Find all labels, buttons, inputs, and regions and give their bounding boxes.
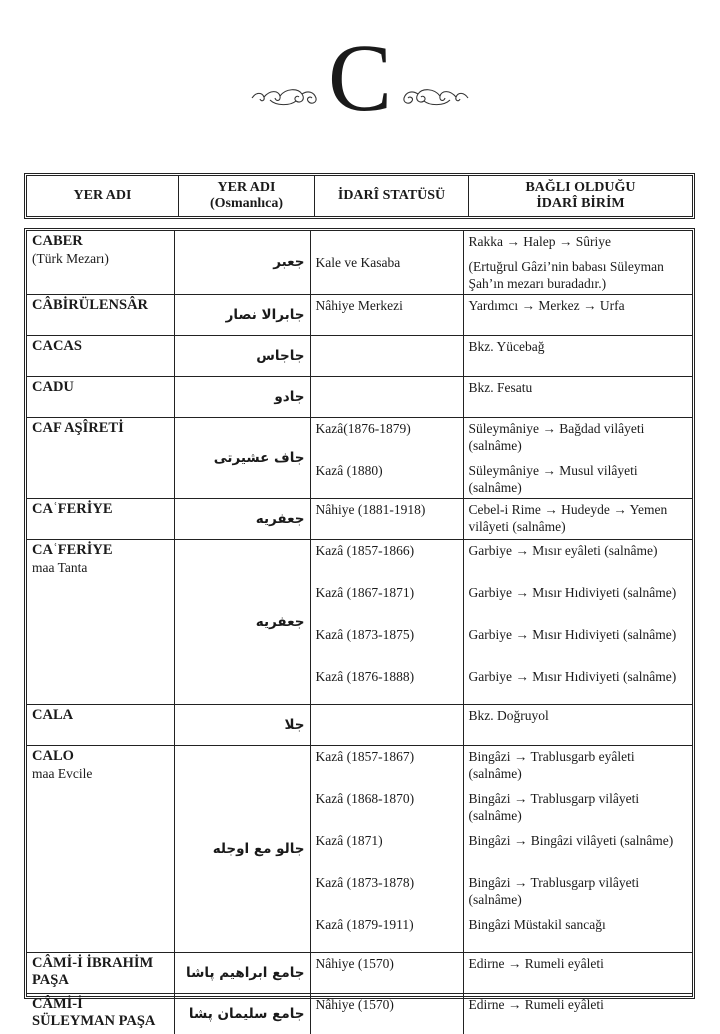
place-name-cell <box>27 540 174 705</box>
admin-unit: Bkz. Fesatu <box>469 379 688 396</box>
admin-unit: Edirne → Rumeli eyâleti <box>469 996 688 1013</box>
ottoman-name: جعبر <box>174 231 310 295</box>
place-name: CAʿFERİYE <box>32 542 169 559</box>
flourish-left-icon <box>250 86 318 108</box>
place-name-cell <box>27 336 174 377</box>
place-name: CABER <box>32 233 169 250</box>
admin-unit-cell <box>463 336 692 377</box>
admin-unit: Rakka → Halep → Sûriye <box>469 233 688 250</box>
admin-status: Kazâ(1876-1879) <box>316 420 458 454</box>
admin-status-cell <box>310 953 463 994</box>
table-row <box>27 994 692 1034</box>
place-name: CÂBİRÜLENSÂR <box>32 297 169 314</box>
place-name-cell <box>27 746 174 953</box>
flourish-right-icon <box>402 86 470 108</box>
ottoman-name: جامع سليمان پشا <box>174 994 310 1034</box>
ottoman-name: جعفريه <box>174 499 310 540</box>
place-name: CAʿFERİYE <box>32 501 169 518</box>
admin-unit: Yardımcı → Merkez → Urfa <box>469 297 688 314</box>
admin-unit-cell <box>463 746 692 953</box>
header-admin-unit: BAĞLI OLDUĞU İDARÎ BİRİM <box>469 176 693 216</box>
admin-unit-cell <box>463 953 692 994</box>
place-name-cell <box>27 705 174 746</box>
section-letter: C <box>0 28 720 128</box>
admin-unit: Edirne → Rumeli eyâleti <box>469 955 688 972</box>
admin-unit: Bingâzi → Trablusgarp vilâyeti (salnâme) <box>469 790 688 824</box>
admin-status-cell <box>310 295 463 336</box>
place-name: CADU <box>32 379 169 396</box>
admin-status: Nâhiye (1570) <box>316 955 458 972</box>
admin-status-cell <box>310 705 463 746</box>
admin-unit: Bingâzi → Bingâzi vilâyeti (salnâme) <box>469 832 688 866</box>
place-name-cell <box>27 499 174 540</box>
admin-status-cell <box>310 994 463 1034</box>
place-subtitle: (Türk Mezarı) <box>32 250 169 267</box>
table-row <box>27 231 692 295</box>
admin-status-cell <box>310 746 463 953</box>
place-name-cell <box>27 295 174 336</box>
place-name-cell <box>27 418 174 499</box>
admin-status: Kazâ (1879-1911) <box>316 916 458 950</box>
header-ottoman-name: YER ADI (Osmanlıca) <box>179 176 315 216</box>
ottoman-name: جلا <box>174 705 310 746</box>
admin-unit: Bingâzi → Trablusgarp vilâyeti (salnâme) <box>469 874 688 908</box>
admin-status: Kazâ (1876-1888) <box>316 668 458 702</box>
place-name: CALO <box>32 748 169 765</box>
admin-unit: Bkz. Doğruyol <box>469 707 688 724</box>
admin-unit: Cebel-i Rime → Hudeyde → Yemen vilâyeti (salnâme) <box>469 501 688 535</box>
admin-status-cell <box>310 540 463 705</box>
admin-status: Nâhiye Merkezi <box>316 297 458 314</box>
admin-status-cell <box>310 377 463 418</box>
ottoman-name: جادو <box>174 377 310 418</box>
ottoman-name: جعفريه <box>174 540 310 705</box>
ottoman-name: جالو مع اوجله <box>174 746 310 953</box>
admin-unit: Bkz. Yücebağ <box>469 338 688 355</box>
admin-unit: Bingâzi → Trablusgarb eyâleti (salnâme) <box>469 748 688 782</box>
admin-unit: Garbiye → Mısır Hıdiviyeti (salnâme) <box>469 626 688 660</box>
table-row <box>27 746 692 953</box>
header-place-name: YER ADI <box>27 176 179 216</box>
admin-unit-cell <box>463 295 692 336</box>
place-name: CÂMİ-İ SÜLEYMAN PAŞA <box>32 996 169 1030</box>
admin-status <box>316 338 458 355</box>
place-subtitle: maa Evcile <box>32 765 169 782</box>
place-name-cell <box>27 994 174 1034</box>
table-row <box>27 418 692 499</box>
table-row <box>27 377 692 418</box>
admin-unit-cell <box>463 231 692 295</box>
place-name-cell <box>27 231 174 295</box>
admin-unit-cell <box>463 994 692 1034</box>
admin-status-cell <box>310 418 463 499</box>
ottoman-name: جاجاس <box>174 336 310 377</box>
admin-unit: Garbiye → Mısır eyâleti (salnâme) <box>469 542 688 576</box>
ottoman-name: جابرالا نصار <box>174 295 310 336</box>
admin-status-cell <box>310 499 463 540</box>
admin-status: Kazâ (1873-1878) <box>316 874 458 908</box>
admin-status: Kazâ (1871) <box>316 832 458 866</box>
admin-status <box>316 379 458 396</box>
admin-unit: Bingâzi Müstakil sancağı <box>469 916 688 950</box>
admin-status: Nâhiye (1881-1918) <box>316 501 458 518</box>
place-name: CAF AŞÎRETİ <box>32 420 169 437</box>
place-name: CACAS <box>32 338 169 355</box>
admin-unit-cell <box>463 377 692 418</box>
header-admin-status: İDARÎ STATÜSÜ <box>315 176 469 216</box>
table-row <box>27 953 692 994</box>
place-name-cell <box>27 377 174 418</box>
admin-status: Kazâ (1873-1875) <box>316 626 458 660</box>
admin-status: Kazâ (1867-1871) <box>316 584 458 618</box>
section-header <box>0 28 720 128</box>
admin-status: Kazâ (1868-1870) <box>316 790 458 824</box>
admin-unit: Garbiye → Mısır Hıdiviyeti (salnâme) <box>469 668 688 702</box>
table-row <box>27 295 692 336</box>
admin-status: Nâhiye (1570) <box>316 996 458 1013</box>
admin-unit-cell <box>463 705 692 746</box>
place-name: CÂMİ-İ İBRAHİM PAŞA <box>32 955 169 989</box>
table-header <box>24 173 695 219</box>
admin-status-cell <box>310 336 463 377</box>
admin-unit: (Ertuğrul Gâzi’nin babası Süleyman Şah’ın mezarı buradadır.) <box>469 258 688 292</box>
admin-unit-cell <box>463 499 692 540</box>
admin-unit-cell <box>463 418 692 499</box>
admin-unit: Süleymâniye → Bağdad vilâyeti (salnâme) <box>469 420 688 454</box>
ottoman-name: جاف عشيرتى <box>174 418 310 499</box>
table-row <box>27 540 692 705</box>
admin-unit: Süleymâniye → Musul vilâyeti (salnâme) <box>469 462 688 496</box>
table-row <box>27 499 692 540</box>
admin-status: Kale ve Kasaba <box>316 254 458 271</box>
table-body <box>24 228 695 999</box>
admin-status: Kazâ (1880) <box>316 462 458 496</box>
place-name-cell <box>27 953 174 994</box>
admin-unit: Garbiye → Mısır Hıdiviyeti (salnâme) <box>469 584 688 618</box>
admin-status <box>316 707 458 724</box>
ottoman-name: جامع ابراهيم پاشا <box>174 953 310 994</box>
admin-status: Kazâ (1857-1867) <box>316 748 458 782</box>
place-name: CALA <box>32 707 169 724</box>
table-row <box>27 705 692 746</box>
admin-unit-cell <box>463 540 692 705</box>
admin-status-cell <box>310 231 463 295</box>
admin-status: Kazâ (1857-1866) <box>316 542 458 576</box>
place-subtitle: maa Tanta <box>32 559 169 576</box>
table-row <box>27 336 692 377</box>
